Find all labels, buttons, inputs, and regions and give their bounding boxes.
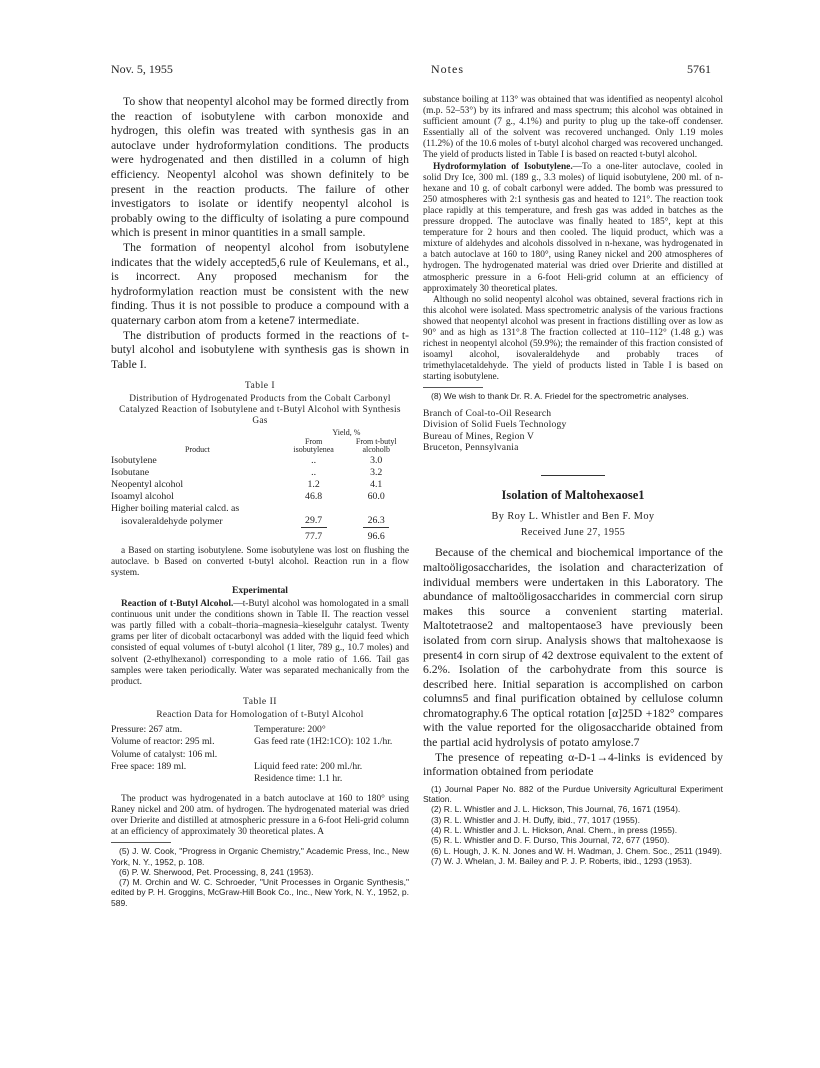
footnote: (5) J. W. Cook, "Progress in Organic Chemistry," Academic Press, Inc., New York, N. Y., 1952, p. 108.: [111, 846, 409, 867]
table-footnote: a Based on starting isobutylene. Some isobutylene was lost on flushing the autoclave. b Based on converted t-butyl alcohol. Reaction run in a flow system.: [111, 545, 409, 578]
paragraph: The formation of neopentyl alcohol from isobutylene indicates that the widely accepted5,6 rule of Keulemans, et al., is incorrect. Any proposed mechanism for the hydroformylation reaction must be consistent with the new finding. Thus it is not possible to produce a compound with a quaternary carbon atom from a ketene7 intermediate.: [111, 240, 409, 327]
footnote-divider: [111, 842, 171, 843]
table-product-distribution: [111, 429, 409, 543]
footnote: (5) R. L. Whistler and D. F. Durso, This Journal, 72, 677 (1950).: [431, 835, 670, 846]
table-caption: Table II: [243, 695, 277, 707]
subsection-heading: Reaction of t-Butyl Alcohol.: [121, 599, 234, 610]
col-header-from-t-butyl: From t-butyl alcoholb: [355, 436, 397, 455]
affiliation-block: [423, 408, 723, 454]
table-row: Isoamyl alcohol 46.8 60.0: [111, 490, 385, 502]
paragraph: The presence of repeating α-D-1→4-links is evidenced by information obtained from periodate: [423, 750, 723, 779]
header-section: Notes: [431, 62, 464, 76]
table-row: Higher boiling material calcd. as: [111, 502, 240, 514]
table-row: Free space: 189 ml. Liquid feed rate: 200 ml./hr.: [111, 761, 363, 773]
footnote: (1) Journal Paper No. 882 of the Purdue University Agricultural Experiment Station.: [423, 783, 723, 805]
table-reaction-data: [111, 724, 409, 786]
footnote: (7) M. Orchin and W. C. Schroeder, "Unit Processes in Organic Synthesis," edited by P. H. Groggins, McGraw-Hill Book Co., Inc., New York, N. Y., 1952, p. 589.: [111, 877, 409, 908]
footnote: (6) L. Hough, J. K. N. Jones and W. H. Wadman, J. Chem. Soc., 2511 (1949).: [431, 845, 723, 856]
paragraph: Because of the chemical and biochemical importance of the maltoöligosaccharides, the isolation and characterization of individual members were undertaken in this Laboratory. The abundance of maltoöligosaccharides in commercial corn sirup makes this source a convenient starting material. Maltotetraose2 and maltopentaose3 have previously been isolated from corn sirup. Analysis shows that maltohexaose is present4 in corn sirup of 42 dextrose equivalent to the extent of 6.2%. Isolation of the carbohydrate from this source is described here. Initial separation is accomplished on carbon columns5 and final purification obtained by cellulose column chromatography.6 The optical rotation [α]25D +182° compares with the value reported for the oligosaccharide obtained from the partial acid hydrolysis of potato amylose.7: [423, 546, 723, 750]
table-row: isovaleraldehyde polymer 29.7 26.3: [111, 515, 409, 528]
subsection-heading: Hydroformylation of Isobutylene.: [433, 161, 573, 172]
paragraph: Although no solid neopentyl alcohol was obtained, several fractions rich in this alcohol were isolated. Mass spectrometric analysis of the various fractions showed that neopentyl alcohol was present in fractions distilling over as low as 90° and as high as 131°.8 The fraction collected at 110–112° (1.48 g.) was richest in neopentyl alcohol (59.9%); the remainder of this fraction consisted of isoamyl alcohol, isovaleraldehyde and probably traces of trimethylacetaldehyde. The yield of products listed in Table I is based on starting isobutylene.: [423, 294, 723, 383]
right-column: [423, 95, 723, 866]
footnote: (8) We wish to thank Dr. R. A. Friedel for the spectrometric analyses.: [431, 391, 689, 402]
footnote: (2) R. L. Whistler and J. L. Hickson, This Journal, 76, 1671 (1954).: [431, 804, 681, 815]
table-title: Distribution of Hydrogenated Products from the Cobalt Carbonyl Catalyzed Reaction of Isobutylene and t-Butyl Alcohol with Synthesis Gas: [119, 394, 401, 427]
paragraph: substance boiling at 113° was obtained that was identified as neopentyl alcohol (m.p. 52–53°) by its infrared and mass spectrum; this alcohol was obtained in sufficient amount (7 g., 4.1%) and purity to plug up the take-off condenser. Essentially all of the solvent was recovered unchanged. Only 1.19 moles (11.2%) of the 10.6 moles of t-butyl alcohol charged was recovered unchanged. The yield of products listed in Table I is based on reacted t-butyl alcohol.: [423, 95, 723, 161]
article-title: Isolation of Maltohexaose1: [423, 475, 723, 503]
affiliation-line: Division of Solid Fuels Technology: [423, 419, 567, 431]
received-date: Received June 27, 1955: [520, 527, 626, 539]
affiliation-line: Bureau of Mines, Region V: [423, 430, 535, 442]
table-row: Isobutane .. 3.2: [111, 466, 383, 478]
footnote: (6) P. W. Sherwood, Pet. Processing, 8, 241 (1953).: [119, 866, 314, 877]
header-page-number: 5761: [687, 62, 711, 76]
affiliation-line: Bruceton, Pennsylvania: [423, 441, 519, 453]
col-header-product: Product: [184, 445, 210, 455]
paragraph: The product was hydrogenated in a batch autoclave at 160 to 180° using Raney nickel and 200 atm. of hydrogen. The hydrogenated material was dried over Drierite and distilled at atmospheric pressure in a 6-foot Heli-grid column at an efficiency of approximately 30 theoretical plates. A: [111, 793, 409, 838]
yield-header: Yield, %: [332, 428, 361, 438]
paragraph: —To a one-liter autoclave, cooled in solid Dry Ice, 300 ml. (189 g., 3.3 moles) of liquid isobutylene, 200 ml. of n-hexane and 10 g. of cobalt carbonyl were added. The bomb was pressured to 250 atmospheres with 2:1 synthesis gas and heated to 121°. The reaction took place rapidly at this temperature, and fresh gas was added in batches as the pressure dropped. The autoclave was finally heated to 185°, kept at this temperature for 2 hours and then cooled. The liquid product, which was a mixture of aldehydes and alcohols dissolved in n-hexane, was hydrogenated in a batch autoclave at 160 to 180°, using Raney nickel and 200 atmospheres of hydrogen. The hydrogenated material was dried over Drierite and distilled at atmospheric pressure in a 6-foot Heli-grid column at an efficiency of approximately 30 theoretical plates.: [423, 161, 723, 294]
paragraph: The distribution of products formed in the reactions of t-butyl alcohol and isobutylene with synthesis gas is shown in Table I.: [111, 328, 409, 371]
table-row: Pressure: 267 atm. Temperature: 200°: [111, 723, 326, 735]
col-header-from-isobutylene: From isobutylenea: [293, 436, 334, 455]
table-totals-row: 77.7 96.6: [305, 530, 385, 542]
table-row: Isobutylene .. 3.0: [111, 454, 383, 466]
paragraph: To show that neopentyl alcohol may be formed directly from the reaction of isobutylene with carbon monoxide and hydrogen, this olefin was treated with synthesis gas in an autoclave under hydroformylation conditions. The products were hydrogenated and then distilled in a column of high efficiency. Neopentyl alcohol was shown definitely to be present in the reaction products. The failure of other investigators to isolate or identify neopentyl alcohol is probably owing to the difficulty of isolating a pure compound which is present in minor quantities in a small sample.: [111, 95, 409, 240]
footnotes-block: [423, 784, 723, 866]
table-caption: Table I: [244, 380, 276, 392]
paragraph: —t-Butyl alcohol was homologated in a small continuous unit under the conditions shown in Table II. The reaction vessel was partly filled with a cobalt–thoria–magnesia–kieselguhr catalyst. Twenty grams per liter of dicobalt octacarbonyl was added with the liquid feed which consisted of equal volumes of t-butyl alcohol (1 liter, 789 g., 10.7 moles) and solvent (2-ethylhexanol) corresponding to a mole ratio of 1.66. Tail gas samples were taken periodically. Water was separated mechanically from the product.: [111, 599, 409, 687]
table-row: Residence time: 1.1 hr.: [254, 773, 343, 785]
table-row: Neopentyl alcohol 1.2 4.1: [111, 478, 383, 490]
table-title: Reaction Data for Homologation of t-Butyl Alcohol: [156, 709, 364, 720]
footnote: (7) W. J. Whelan, J. M. Bailey and P. J. P. Roberts, ibid., 1293 (1953).: [431, 855, 692, 866]
footnote: (4) R. L. Whistler and J. L. Hickson, Anal. Chem., in press (1955).: [431, 825, 678, 836]
affiliation-line: Branch of Coal-to-Oil Research: [423, 407, 552, 419]
footnote-divider: [423, 387, 483, 388]
section-heading: Experimental: [232, 585, 288, 597]
footnote: (3) R. L. Whistler and J. H. Duffy, ibid., 77, 1017 (1955).: [431, 814, 640, 825]
header-date: Nov. 5, 1955: [111, 62, 173, 76]
table-row: Volume of reactor: 295 ml. Gas feed rate (1H2:1CO): 102 1./hr.: [111, 736, 393, 748]
article-authors: By Roy L. Whistler and Ben F. Moy: [491, 511, 655, 523]
table-row: Volume of catalyst: 106 ml.: [111, 748, 218, 760]
left-column: [111, 95, 409, 908]
